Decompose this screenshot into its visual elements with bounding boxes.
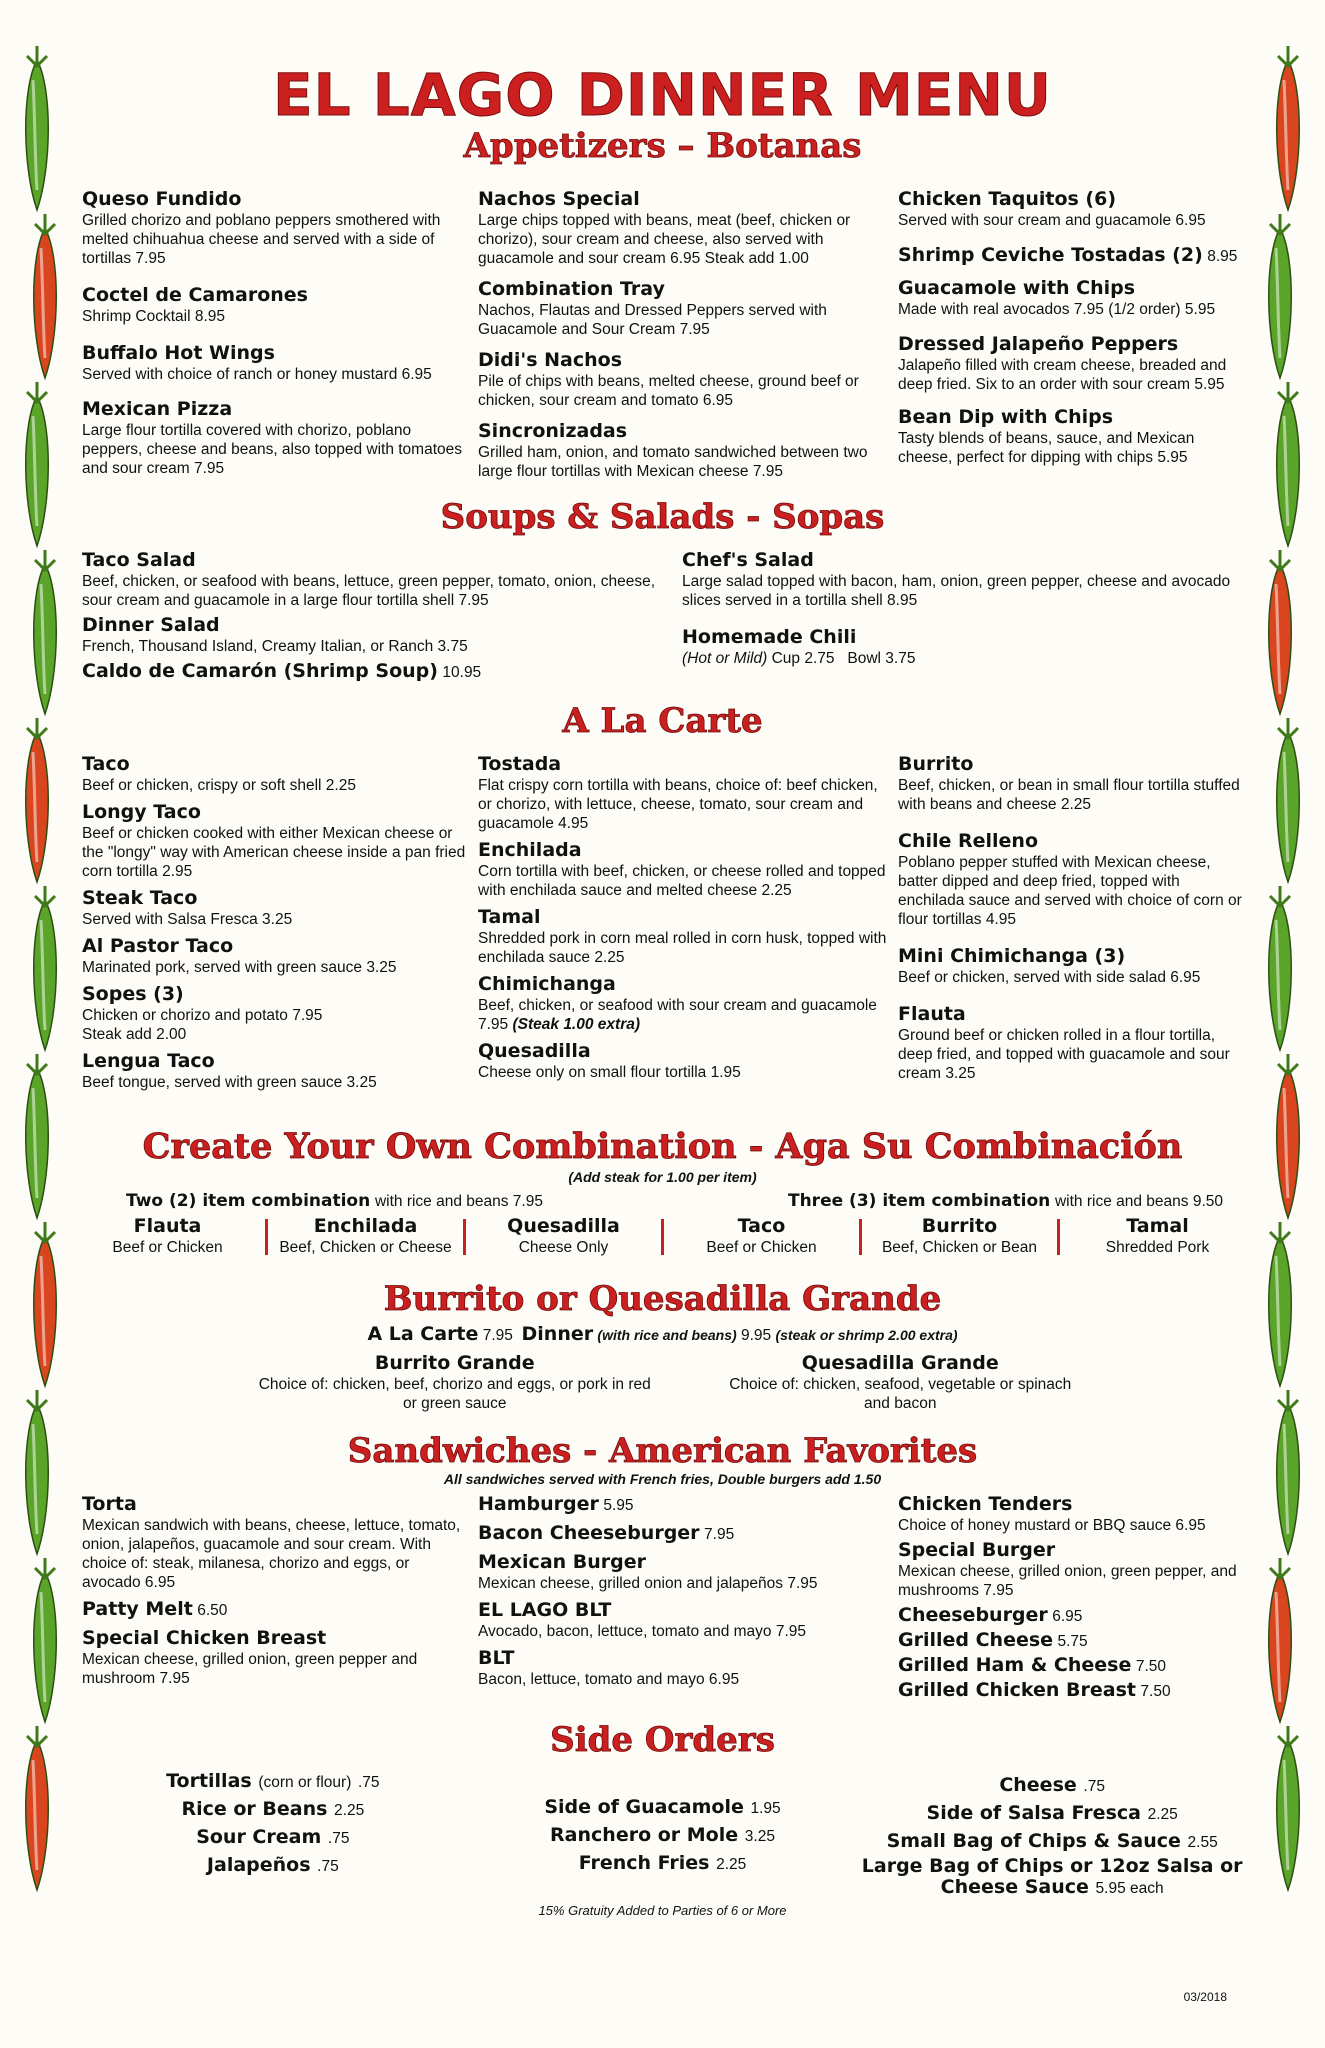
section-sandwiches: Sandwiches - American Favorites xyxy=(347,1431,978,1471)
item-name: Grilled Ham & Cheese xyxy=(898,1654,1132,1676)
item-price: .75 xyxy=(317,1858,339,1875)
item-desc: Large salad topped with bacon, ham, onion, green pepper, cheese and avocado slices served in a tortilla shell 8.95 xyxy=(682,573,1231,609)
item-desc: Large chips topped with beans, meat (beef, chicken or chorizo), sour cream and cheese, also served with guacamole and sour cream 6.95 Steak add 1.00 xyxy=(478,212,851,267)
item-name: Jalapeños xyxy=(206,1854,311,1876)
menu-item xyxy=(478,1551,890,1593)
item-name: Cheeseburger xyxy=(898,1604,1048,1626)
side-item xyxy=(861,1772,1243,1800)
item-name: Taco Salad xyxy=(82,549,196,571)
pepper-border-left xyxy=(6,40,76,2030)
item-name: Burrito xyxy=(898,753,974,775)
item-name: Mexican Pizza xyxy=(82,398,233,420)
side-item xyxy=(472,1822,854,1850)
item-name: Coctel de Camarones xyxy=(82,284,308,306)
menu-item xyxy=(478,278,890,339)
item-desc: Served with choice of ranch or honey mustard 6.95 xyxy=(82,366,432,383)
menu-item xyxy=(82,398,470,478)
green-pepper-icon xyxy=(34,886,57,1050)
combo-three-price: with rice and beans 9.50 xyxy=(1054,1193,1223,1210)
item-desc: Beef, Chicken or Bean xyxy=(881,1239,1038,1256)
menu-item xyxy=(898,188,1243,230)
green-pepper-icon xyxy=(1277,1390,1300,1554)
item-name: Dinner Salad xyxy=(82,614,220,636)
item-desc: Mexican cheese, grilled onion and jalapeños 7.95 xyxy=(478,1575,818,1592)
appetizers-col-1 xyxy=(82,188,470,491)
item-price: 1.95 xyxy=(750,1800,781,1817)
green-pepper-icon xyxy=(1269,1222,1292,1386)
item-name: Caldo de Camarón (Shrimp Soup) xyxy=(82,660,438,682)
menu-item xyxy=(478,188,890,268)
item-desc: Mexican sandwich with beans, cheese, lettuce, tomato, onion, jalapeños, guacamole and sour cream. With choice of: steak, milanesa, chorizo and eggs, or avocado 6.95 xyxy=(82,1517,461,1591)
item-desc: Tasty blends of beans, sauce, and Mexican cheese, perfect for dipping with chips 5.95 xyxy=(898,430,1195,466)
item-name: Special Chicken Breast xyxy=(82,1627,327,1649)
combo-item xyxy=(268,1215,463,1257)
menu-date: 03/2018 xyxy=(1183,1990,1227,2004)
menu-item xyxy=(682,549,1243,610)
sandwiches-grid xyxy=(82,1493,1243,1712)
menu-item xyxy=(898,1679,1243,1702)
section-combo: Create Your Own Combination - Aga Su Combinación xyxy=(142,1126,1183,1167)
item-price: 2.25 xyxy=(716,1856,747,1873)
item-name: Combination Tray xyxy=(478,278,665,300)
item-name: Shrimp Ceviche Tostadas (2) xyxy=(898,244,1203,266)
grande-dinner-extra: (steak or shrimp 2.00 extra) xyxy=(775,1327,958,1343)
item-name: Tamal xyxy=(478,906,541,928)
menu-item xyxy=(82,549,674,610)
item-name: Ranchero or Mole xyxy=(550,1824,739,1846)
red-pepper-icon xyxy=(34,214,57,378)
item-desc: Choice of: chicken, beef, chorizo and eggs, or pork in red or green sauce xyxy=(258,1376,651,1412)
item-name: Dressed Jalapeño Peppers xyxy=(898,333,1179,355)
combo-two xyxy=(126,1191,543,1211)
item-name: Mini Chimichanga (3) xyxy=(898,945,1126,967)
section-alacarte: A La Carte xyxy=(562,701,763,741)
item-price: 7.95 xyxy=(704,1526,735,1543)
item-price: 7.50 xyxy=(1135,1658,1166,1675)
grande-grid xyxy=(82,1352,1243,1413)
item-name: Longy Taco xyxy=(82,801,201,823)
item-name: Bean Dip with Chips xyxy=(898,406,1114,428)
item-name: Enchilada xyxy=(313,1215,418,1237)
item-desc: Shredded Pork xyxy=(1105,1239,1210,1256)
sandwiches-col-2 xyxy=(478,1493,890,1712)
green-pepper-icon xyxy=(26,1390,49,1554)
menu-item xyxy=(82,1598,470,1621)
menu-item xyxy=(82,1050,470,1092)
section-sides: Side Orders xyxy=(550,1720,775,1760)
menu-item xyxy=(478,420,890,481)
menu-item xyxy=(682,626,1243,668)
item-name: Chicken Taquitos (6) xyxy=(898,188,1117,210)
combo-three-label: Three (3) item combination xyxy=(787,1191,1051,1211)
menu-item xyxy=(478,753,890,833)
menu-item xyxy=(898,1604,1243,1627)
item-price: .75 xyxy=(327,1830,350,1847)
item-desc: French, Thousand Island, Creamy Italian, or Ranch 3.75 xyxy=(82,638,468,655)
item-name: Tostada xyxy=(478,753,562,775)
item-name: Burrito xyxy=(921,1215,998,1237)
item-note: (Hot or Mild) xyxy=(682,650,768,667)
item-desc: Beef, Chicken or Cheese xyxy=(279,1239,452,1256)
item-name: Sour Cream xyxy=(196,1826,322,1848)
menu-title: EL LAGO DINNER MENU xyxy=(273,61,1052,129)
menu-item xyxy=(898,333,1243,394)
combo-note: (Add steak for 1.00 per item) xyxy=(568,1169,757,1185)
item-desc: Beef tongue, served with green sauce 3.25 xyxy=(82,1074,377,1091)
item-price: 6.50 xyxy=(197,1602,228,1619)
item-name: Chile Relleno xyxy=(898,830,1039,852)
item-desc: Avocado, bacon, lettuce, tomato and mayo 7.95 xyxy=(478,1623,807,1640)
item-price: 7.50 xyxy=(1140,1683,1171,1700)
item-name: Patty Melt xyxy=(82,1598,193,1620)
appetizers-col-3 xyxy=(898,188,1243,491)
soups-grid xyxy=(82,549,1243,693)
combo-item xyxy=(466,1215,661,1257)
green-pepper-icon xyxy=(1277,718,1300,882)
item-desc: Shrimp Cocktail 8.95 xyxy=(82,308,226,325)
item-name: Chef's Salad xyxy=(682,549,814,571)
item-desc: Flat crispy corn tortilla with beans, choice of: beef chicken, or chorizo, with lettuce, cheese, tomato, sour cream and guacamole 4.95 xyxy=(478,777,878,832)
appetizers-grid xyxy=(82,188,1243,491)
menu-item xyxy=(478,1493,890,1516)
red-pepper-icon xyxy=(1269,550,1292,714)
sandwiches-col-3 xyxy=(898,1493,1243,1712)
side-item xyxy=(861,1800,1243,1828)
menu-item xyxy=(898,1629,1243,1652)
green-pepper-icon xyxy=(1277,1726,1300,1890)
alacarte-col-2 xyxy=(478,753,890,1102)
item-price: 2.25 xyxy=(1147,1806,1178,1823)
item-name: Mexican Burger xyxy=(478,1551,647,1573)
item-name: Side of Guacamole xyxy=(544,1796,744,1818)
menu-item xyxy=(898,244,1243,267)
red-pepper-icon xyxy=(26,1726,49,1890)
side-item xyxy=(82,1824,464,1852)
item-desc: Ground beef or chicken rolled in a flour tortilla, deep fried, and topped with guacamole and sour cream 3.25 xyxy=(898,1027,1230,1082)
grande-dinner-label: Dinner xyxy=(521,1323,594,1345)
item-name: Flauta xyxy=(133,1215,202,1237)
item-name: Chicken Tenders xyxy=(898,1493,1073,1515)
item-desc: Beef or Chicken xyxy=(706,1239,817,1256)
item-price: 2.25 xyxy=(334,1802,365,1819)
side-item xyxy=(472,1794,854,1822)
item-desc: Beef or chicken cooked with either Mexican cheese or the "longy" way with American cheese inside a pan fried corn tortilla 2.95 xyxy=(82,825,466,880)
menu-item xyxy=(478,973,890,1034)
sandwiches-note: All sandwiches served with French fries, Double burgers add 1.50 xyxy=(443,1471,882,1487)
menu-item xyxy=(898,945,1243,987)
item-desc: Served with Salsa Fresca 3.25 xyxy=(82,911,293,928)
item-name: Al Pastor Taco xyxy=(82,935,234,957)
grande-alacarte-label: A La Carte xyxy=(367,1323,479,1345)
item-name: Large Bag of Chips or 12oz Salsa or Cheese Sauce xyxy=(861,1855,1243,1898)
side-item xyxy=(82,1852,464,1880)
menu-item xyxy=(898,753,1243,814)
item-price: 2.55 xyxy=(1187,1834,1218,1851)
red-pepper-icon xyxy=(1269,1558,1292,1722)
item-desc: Beef, chicken, or bean in small flour tortilla stuffed with beans and cheese 2.25 xyxy=(898,777,1240,813)
item-name: Special Burger xyxy=(898,1539,1056,1561)
item-name: Torta xyxy=(82,1493,137,1515)
item-price: .75 xyxy=(358,1774,380,1791)
alacarte-col-3 xyxy=(898,753,1243,1102)
item-name: Queso Fundido xyxy=(82,188,242,210)
item-desc: Cheese Only xyxy=(518,1239,609,1256)
item-desc: Grilled chorizo and poblano peppers smothered with melted chihuahua cheese and served with a side of tortillas 7.95 xyxy=(82,212,441,267)
red-pepper-icon xyxy=(1277,1054,1300,1218)
item-name: Sopes (3) xyxy=(82,983,184,1005)
menu-item xyxy=(82,284,470,326)
item-desc: Large flour tortilla covered with chorizo, poblano peppers, cheese and beans, also topped with tomatoes and sour cream 7.95 xyxy=(82,422,463,477)
combo-two-label: Two (2) item combination xyxy=(126,1191,371,1211)
item-name: BLT xyxy=(478,1647,515,1669)
grande-dinner-price: 9.95 xyxy=(740,1327,772,1344)
item-desc: Pile of chips with beans, melted cheese, ground beef or chicken, sour cream and tomato 6.95 xyxy=(478,373,859,409)
item-name: Grilled Chicken Breast xyxy=(898,1679,1136,1701)
alacarte-grid xyxy=(82,753,1243,1102)
menu-item xyxy=(82,935,470,977)
appetizers-col-2 xyxy=(478,188,890,491)
green-pepper-icon xyxy=(26,46,49,210)
menu-item xyxy=(898,406,1243,467)
item-name: Quesadilla xyxy=(507,1215,620,1237)
item-name: Didi's Nachos xyxy=(478,349,623,371)
menu-item xyxy=(898,1493,1243,1535)
item-name: Guacamole with Chips xyxy=(898,277,1136,299)
section-soups: Soups & Salads - Sopas xyxy=(440,497,885,537)
item-name: Lengua Taco xyxy=(82,1050,215,1072)
item-desc: Jalapeño filled with cream cheese, breaded and deep fried. Six to an order with sour cream 5.95 xyxy=(898,357,1227,393)
item-name: Homemade Chili xyxy=(682,626,857,648)
green-pepper-icon xyxy=(1269,886,1292,1050)
menu-item xyxy=(82,983,470,1044)
item-name: Small Bag of Chips & Sauce xyxy=(886,1830,1181,1852)
menu-item xyxy=(82,660,674,683)
item-name: Burrito Grande xyxy=(374,1352,535,1374)
gratuity-note: 15% Gratuity Added to Parties of 6 or More xyxy=(538,1903,787,1918)
menu-item xyxy=(898,1539,1243,1600)
combo-headers xyxy=(82,1191,1243,1211)
item-name: French Fries xyxy=(578,1852,710,1874)
red-pepper-icon xyxy=(34,1222,57,1386)
green-pepper-icon xyxy=(1277,382,1300,546)
green-pepper-icon xyxy=(26,382,49,546)
item-extra: (Steak 1.00 extra) xyxy=(512,1016,641,1033)
menu-item xyxy=(898,1654,1243,1677)
menu-item xyxy=(478,1522,890,1545)
sides-col-3 xyxy=(861,1746,1243,1899)
menu-item xyxy=(82,342,470,384)
item-price: 10.95 xyxy=(442,664,482,681)
menu-item xyxy=(232,1352,678,1413)
item-name: Bacon Cheeseburger xyxy=(478,1522,700,1544)
item-price: 5.95 each xyxy=(1095,1880,1164,1897)
item-name: Buffalo Hot Wings xyxy=(82,342,275,364)
item-price: 5.95 xyxy=(603,1497,634,1514)
green-pepper-icon xyxy=(26,1054,49,1218)
green-pepper-icon xyxy=(34,1558,57,1722)
item-name: EL LAGO BLT xyxy=(478,1599,612,1621)
item-desc: Served with sour cream and guacamole 6.95 xyxy=(898,212,1206,229)
menu-item xyxy=(678,1352,1124,1413)
alacarte-col-1 xyxy=(82,753,470,1102)
combo-three xyxy=(788,1191,1223,1211)
item-name: Steak Taco xyxy=(82,887,198,909)
item-name: Grilled Cheese xyxy=(898,1629,1054,1651)
menu-item xyxy=(478,1040,890,1082)
item-desc: Beef or chicken, served with side salad 6.95 xyxy=(898,969,1201,986)
combo-items xyxy=(70,1215,1255,1257)
item-name: Side of Salsa Fresca xyxy=(926,1802,1141,1824)
item-price: 8.95 xyxy=(1207,248,1238,265)
item-name: Rice or Beans xyxy=(181,1798,328,1820)
combo-item xyxy=(70,1215,265,1257)
item-name: Tortillas xyxy=(166,1770,252,1792)
grande-alacarte-price: 7.95 xyxy=(482,1327,513,1344)
item-desc: Bacon, lettuce, tomato and mayo 6.95 xyxy=(478,1671,740,1688)
item-desc: Cheese only on small flour tortilla 1.95 xyxy=(478,1064,741,1081)
green-pepper-icon xyxy=(34,550,57,714)
item-name: Quesadilla Grande xyxy=(801,1352,999,1374)
item-desc: Poblano pepper stuffed with Mexican cheese, batter dipped and deep fried, topped with enchilada sauce and served with choice of corn or flour tortillas 4.95 xyxy=(898,854,1242,928)
soups-col-2 xyxy=(682,549,1243,693)
item-desc: Mexican cheese, grilled onion, green pepper, and mushrooms 7.95 xyxy=(898,1563,1237,1599)
item-desc: Beef or Chicken xyxy=(112,1239,223,1256)
item-desc: Shredded pork in corn meal rolled in corn husk, topped with enchilada sauce 2.25 xyxy=(478,930,887,966)
item-desc: Beef or chicken, crispy or soft shell 2.25 xyxy=(82,777,356,794)
green-pepper-icon xyxy=(1269,214,1292,378)
menu-item xyxy=(478,349,890,410)
menu-item xyxy=(478,1647,890,1689)
item-desc: Grilled ham, onion, and tomato sandwiched between two large flour tortillas with Mexican cheese 7.95 xyxy=(478,444,868,480)
menu-item xyxy=(82,188,470,268)
side-item xyxy=(82,1768,464,1796)
item-price: 5.75 xyxy=(1057,1633,1088,1650)
side-item xyxy=(472,1850,854,1878)
item-desc: Mexican cheese, grilled onion, green pepper and mushroom 7.95 xyxy=(82,1651,418,1687)
combo-item xyxy=(862,1215,1057,1257)
item-price: 3.25 xyxy=(744,1828,775,1845)
item-name: Taco xyxy=(82,753,130,775)
item-desc: Beef, chicken, or seafood with sour cream and guacamole 7.95 xyxy=(478,997,877,1033)
item-name: Hamburger xyxy=(478,1493,599,1515)
menu-item xyxy=(478,1599,890,1641)
section-appetizers: Appetizers – Botanas xyxy=(463,126,862,166)
menu-item xyxy=(82,1627,470,1688)
menu-item xyxy=(82,614,674,656)
item-name: Sincronizadas xyxy=(478,420,628,442)
menu-item xyxy=(478,839,890,900)
sides-grid xyxy=(82,1746,1243,1899)
menu-item xyxy=(898,830,1243,929)
side-item xyxy=(82,1796,464,1824)
menu-item xyxy=(898,277,1243,319)
sides-col-1 xyxy=(82,1746,464,1899)
soups-col-1 xyxy=(82,549,674,693)
item-desc: Made with real avocados 7.95 (1/2 order) 5.95 xyxy=(898,301,1216,318)
red-pepper-icon xyxy=(1277,46,1300,210)
item-name: Cheese xyxy=(999,1774,1077,1796)
side-item xyxy=(861,1828,1243,1856)
item-price: Cup 2.75 Bowl 3.75 xyxy=(771,650,916,667)
grande-prices xyxy=(82,1323,1243,1346)
item-desc: Nachos, Flautas and Dressed Peppers served with Guacamole and Sour Cream 7.95 xyxy=(478,302,827,338)
pepper-border-right xyxy=(1249,40,1319,2030)
item-name: Tamal xyxy=(1126,1215,1189,1237)
item-desc: Corn tortilla with beef, chicken, or cheese rolled and topped with enchilada sauce and melted cheese 2.25 xyxy=(478,863,886,899)
sandwiches-col-1 xyxy=(82,1493,470,1712)
grande-dinner-note: (with rice and beans) xyxy=(597,1327,737,1343)
side-item xyxy=(861,1856,1243,1899)
item-name: Flauta xyxy=(898,1003,966,1025)
sides-col-2 xyxy=(472,1746,854,1899)
item-name: Nachos Special xyxy=(478,188,640,210)
item-name: Enchilada xyxy=(478,839,582,861)
item-note: (corn or flour) xyxy=(258,1774,352,1791)
section-grande: Burrito or Quesadilla Grande xyxy=(383,1279,942,1319)
menu-item xyxy=(82,1493,470,1592)
combo-two-price: with rice and beans 7.95 xyxy=(374,1193,543,1210)
menu-item xyxy=(82,801,470,881)
combo-item xyxy=(664,1215,859,1257)
item-desc: Choice of: chicken, seafood, vegetable or spinach and bacon xyxy=(729,1376,1072,1412)
item-desc: Beef, chicken, or seafood with beans, lettuce, green pepper, tomato, onion, cheese, sour cream and guacamole in a large flour tortilla shell 7.95 xyxy=(82,573,656,609)
item-desc: Chicken or chorizo and potato 7.95 Steak add 2.00 xyxy=(82,1007,323,1043)
item-name: Quesadilla xyxy=(478,1040,591,1062)
red-pepper-icon xyxy=(26,718,49,882)
item-desc: Marinated pork, served with green sauce 3.25 xyxy=(82,959,397,976)
menu-item xyxy=(898,1003,1243,1083)
item-desc: Choice of honey mustard or BBQ sauce 6.95 xyxy=(898,1517,1206,1534)
menu-item xyxy=(82,887,470,929)
item-price: 6.95 xyxy=(1052,1608,1083,1625)
menu-item xyxy=(82,753,470,795)
menu-content xyxy=(82,62,1243,1918)
item-name: Chimichanga xyxy=(478,973,616,995)
combo-item xyxy=(1060,1215,1255,1257)
item-price: .75 xyxy=(1083,1778,1105,1795)
menu-item xyxy=(478,906,890,967)
item-name: Taco xyxy=(737,1215,786,1237)
